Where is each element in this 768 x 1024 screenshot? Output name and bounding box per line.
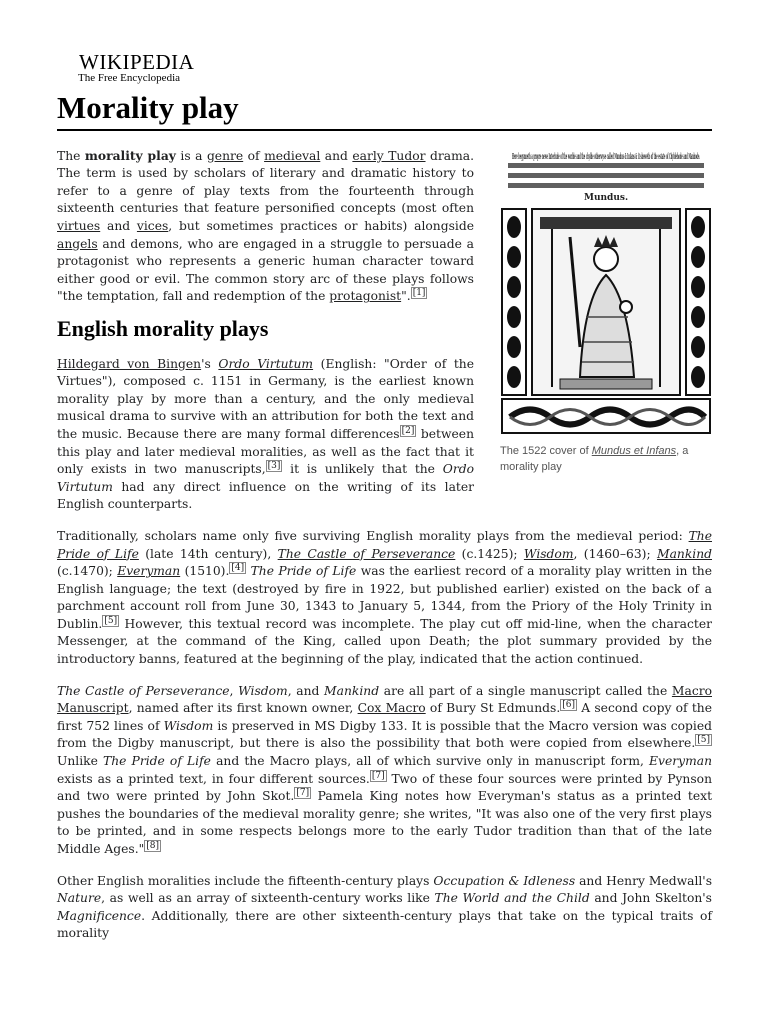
link-cox-macro[interactable]: Cox Macro [357, 701, 426, 716]
caption-text: , a morality play [500, 444, 689, 473]
citation-8[interactable]: [8] [146, 840, 160, 851]
citation-4[interactable]: [4] [231, 563, 245, 574]
link-macro-manuscript[interactable]: Macro Manuscript [57, 683, 712, 716]
intro-paragraph: The morality play is a genre of medieval and early Tudor drama. The term is used by scholars of literary and dramatic history to refer to a genre of play texts from the fourteenth through sixteenth centuries that feature personified concepts (most often virtues and vices, but sometimes practices or habits) alongside angels and demons, who are engaged in a struggle to persuade a protagonist who represents a generic human character toward either good or evil. The common story arc of these plays follows "the temptation, fall and redemption of the protagonist". [1] [57, 147, 474, 304]
article-page [57, 50, 712, 957]
link-virtues[interactable]: virtues [57, 219, 101, 234]
citation-1[interactable]: [1] [412, 288, 426, 299]
citation-5[interactable]: [5] [104, 615, 118, 626]
caption-text: The 1522 cover of [500, 444, 592, 457]
page-title: Morality play [57, 90, 712, 131]
macro-paragraph: The Castle of Perseverance, Wisdom, and Mankind are all part of a single manuscript called the Macro Manuscript, named after its first known owner, Cox Macro of Bury St Edmunds. [6] A second copy of the first 752 lines of Wisdom is preserved in MS Digby 133. It is possible that the Macro version was copied from the Digby manuscript, but there is also the possibility that both were copied from elsewhere. [5] Unlike The Pride of Life and the Macro plays, all of which survive only in manuscript form, Everyman exists as a printed text, in four different sources. [7] Two of these four sources were printed by Pynson and two were printed by John Skot. [7] Pamela King notes how Everyman's status as a printed text pushes the boundaries of the medieval morality genre; she writes, "It was also one of the very first plays to be printed, and in some respects belongs more to the early Tudor tradition than that of the late Middle Ages." [8] [57, 683, 713, 857]
citation-7[interactable]: [7] [371, 770, 385, 781]
link-hildegard[interactable]: Hildegard von Bingen [57, 356, 202, 371]
caption-link[interactable]: Mundus et Infans [591, 444, 677, 457]
other-moralities-paragraph: Other English moralities include the fifteenth-century plays Occupation & Idleness and Henry Medwall's Nature, as well as an array of sixteenth-century works like The World and the Child and John Skelton's Magnificence. Additionally, there are other sixteenth-century plays that take on the typical traits of morality [57, 873, 713, 941]
logo-wordmark: WIKIPEDIA [79, 50, 195, 74]
citation-3[interactable]: [3] [267, 461, 281, 472]
link-medieval[interactable]: medieval [264, 148, 321, 163]
article-body [57, 147, 712, 943]
link-vices[interactable]: vices [136, 219, 169, 234]
link-early-tudor[interactable]: early Tudor [352, 148, 426, 163]
link-ordo-virtutum[interactable]: Ordo Virtutum [218, 356, 314, 371]
link-angels[interactable]: angels [57, 236, 98, 251]
section-heading: English morality plays [57, 315, 269, 341]
link-protagonist[interactable]: protagonist [329, 289, 402, 304]
citation-2[interactable]: [2] [401, 425, 415, 436]
link-pride-of-life[interactable]: The Pride of Life [57, 528, 712, 561]
citation-5[interactable]: [5] [697, 735, 710, 746]
link-everyman[interactable]: Everyman [117, 564, 181, 579]
citation-6[interactable]: [6] [562, 700, 575, 711]
bold-term: morality play [84, 147, 176, 163]
link-genre[interactable]: genre [206, 148, 244, 163]
hildegard-paragraph: Hildegard von Bingen's Ordo Virtutum (English: "Order of the Virtues"), composed c. 1151 in Germany, is the earliest known morality play by more than a century, and the only medieval musical drama to survive with an attribution for both the text and the music. Because there are many formal differences [2] between this play and later medieval moralities, as well as the fact that it only exists in two manuscripts, [3] it is unlikely that the Ordo Virtutum had any direct influence on the writing of its later English counterparts. [57, 356, 474, 512]
infobox-figure [500, 147, 712, 475]
woodcut-title: Mundus. [584, 192, 629, 203]
citation-7[interactable]: [7] [296, 788, 310, 799]
logo-tagline: The Free Encyclopedia [78, 72, 181, 84]
wikipedia-logo[interactable] [57, 50, 712, 88]
link-mankind[interactable]: Mankind [656, 546, 713, 561]
figure-caption [500, 443, 712, 475]
woodcut-text-line: Here begynneth a propre newe Interlude of the worlde and the chylde otherwyse called Mundus & Infans & it sheweth of the estate of Chyldehode and Manhode. [512, 150, 701, 161]
link-castle-of-perseverance[interactable]: The Castle of Perseverance [277, 546, 456, 561]
link-wisdom[interactable]: Wisdom [523, 546, 574, 561]
traditional-paragraph: Traditionally, scholars name only five surviving English morality plays from the medieval period: The Pride of Life (late 14th century), The Castle of Perseverance (c.1425); Wisdom, (1460–63); Mankind (c.1470); Everyman (1510). [4] The Pride of Life was the earliest record of a morality play written in the English language; the text (destroyed by fire in 1922, but published earlier) existed on the back of a parchment account roll from June 30, 1343 to January 5, 1344, from the Priory of the Holy Trinity in Dublin. [5] However, this textual record was incomplete. The play cut off mid-line, when the character Messenger, at the command of the King, called upon Death; the plot summary provided by the introductory banns, featured at the beginning of the play, indicated that the action continued. [57, 528, 713, 667]
woodcut-image[interactable] [500, 147, 712, 437]
